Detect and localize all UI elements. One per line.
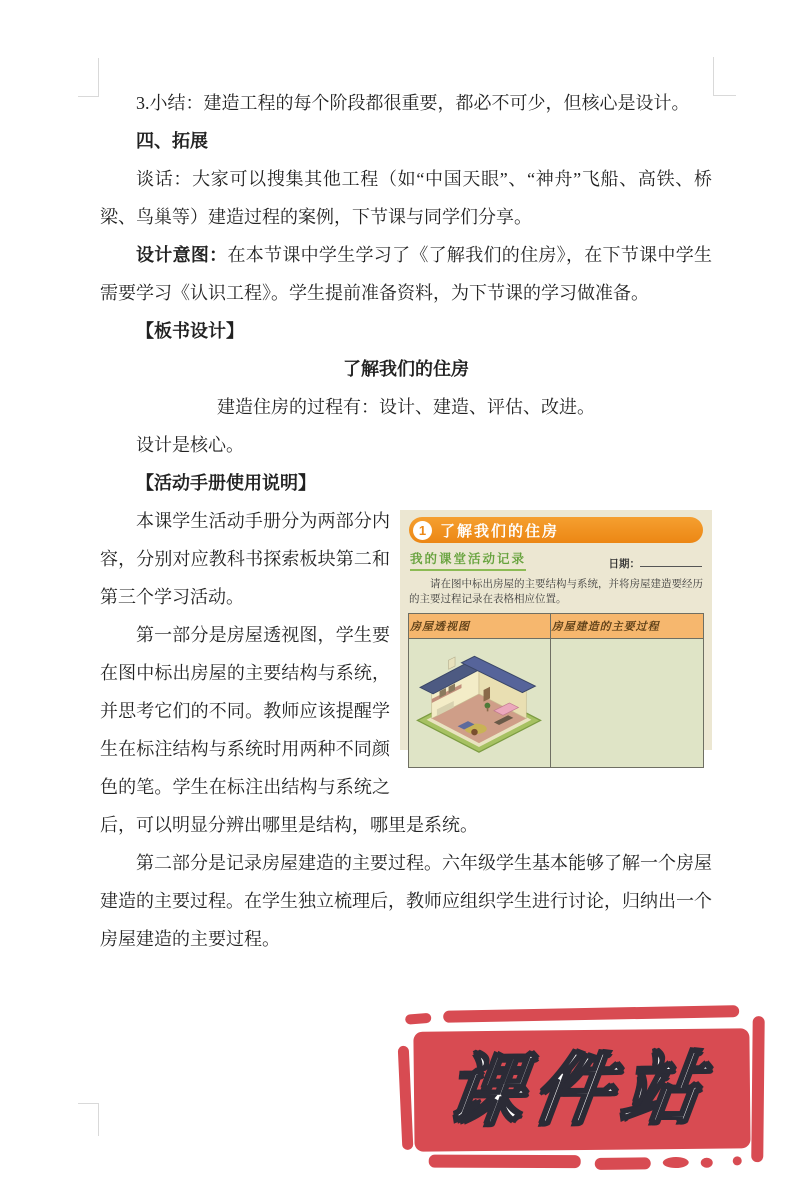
page-corner-mark-bottom-left: [78, 1103, 99, 1136]
talk-paragraph: 谈话：大家可以搜集其他工程（如“中国天眼”、“神舟”飞船、高铁、桥梁、鸟巢等）建造过程的案例，下节课与同学们分享。: [100, 169, 712, 227]
stamp-border-stroke: [595, 1157, 651, 1170]
handbook-paragraph-3: 第二部分是记录房屋建造的主要过程。六年级学生基本能够了解一个房屋建造的主要过程。在学生独立梳理后，教师应组织学生进行讨论，归纳出一个房屋建造的主要过程。: [100, 853, 712, 949]
board-core-line: 设计是核心。: [136, 435, 244, 455]
document-body: [100, 84, 712, 958]
worksheet-table: [408, 613, 704, 768]
design-intent-label: 设计意图：: [136, 245, 228, 265]
stamp-text: 课件站: [440, 1044, 716, 1136]
stamp-border-stroke: [701, 1158, 713, 1168]
board-design-heading: 【板书设计】: [136, 321, 244, 341]
page-corner-mark-top-right: [713, 57, 736, 96]
design-intent-body: 在本节课中学生学习了《了解我们的住房》，在下节课中学生需要学习《认识工程》。学生提前准备资料，为下节课的学习做准备。: [100, 245, 712, 303]
handbook-paragraph-1: 本课学生活动手册分为两部分内容，分别对应教科书探索板块第二和第三个学习活动。: [100, 511, 390, 607]
section-heading-expand: 四、拓展: [136, 131, 208, 151]
worksheet-image: [400, 510, 712, 750]
board-title: 了解我们的住房: [343, 359, 469, 379]
date-blank-line: [640, 557, 702, 567]
worksheet-instruction: 请在图中标出房屋的主要结构与系统，并将房屋建造要经历的主要过程记录在表格相应位置。: [409, 578, 703, 605]
stamp-border-stroke: [751, 1016, 765, 1162]
stamp-box: [413, 1028, 750, 1152]
handbook-paragraph-2: 第一部分是房屋透视图，学生要在图中标出房屋的主要结构与系统，并思考它们的不同。教师应该提醒学生在标注结构与系统时用两种不同颜色的笔。学生在标注出结构与系统之后，可以明显分辨出哪里是结构，哪里是系统。: [100, 625, 478, 835]
worksheet-number-badge: 1: [413, 521, 432, 540]
handbook-section: [100, 502, 712, 958]
watermark-stamp: [399, 1006, 769, 1178]
house-cutaway-illustration: [411, 643, 547, 759]
worksheet-title: 了解我们的住房: [440, 522, 560, 540]
worksheet-date-label: 日期：: [609, 556, 703, 571]
worksheet-record-label: 我的课堂活动记录: [410, 549, 526, 571]
stamp-border-stroke: [405, 1013, 432, 1025]
stamp-border-stroke: [443, 1005, 739, 1023]
design-intent-paragraph: [100, 236, 712, 312]
stamp-border-stroke: [663, 1157, 689, 1168]
table-cell-process-empty: [550, 639, 703, 768]
stamp-border-stroke: [398, 1046, 414, 1150]
page-corner-mark-top-left: [78, 58, 99, 97]
stamp-border-stroke: [733, 1156, 742, 1165]
handbook-heading: 【活动手册使用说明】: [136, 473, 316, 493]
table-cell-house: [409, 639, 551, 768]
table-header-process: 房屋建造的主要过程: [550, 614, 703, 639]
summary-line: 3.小结：建造工程的每个阶段都很重要，都必不可少，但核心是设计。: [136, 93, 690, 113]
board-process-line: 建造住房的过程有：设计、建造、评估、改进。: [217, 397, 595, 417]
table-header-perspective: 房屋透视图: [409, 614, 551, 639]
worksheet-banner: [409, 517, 703, 543]
stamp-border-stroke: [429, 1155, 581, 1169]
